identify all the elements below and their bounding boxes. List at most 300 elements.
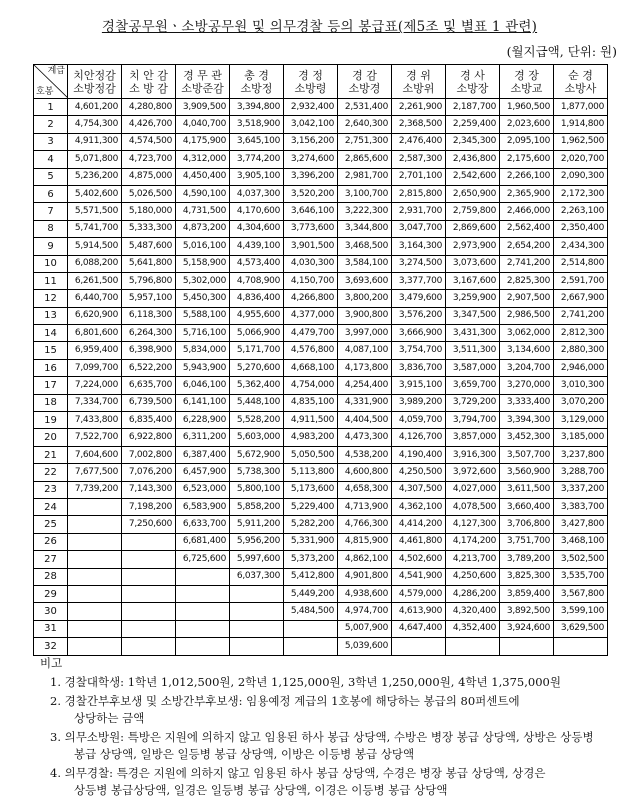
table-corner-cell	[34, 65, 68, 99]
salary-cell: 6,387,400	[176, 446, 230, 463]
salary-cell: 2,591,700	[554, 272, 608, 289]
salary-cell: 4,668,100	[284, 359, 338, 376]
salary-cell: 4,647,400	[392, 620, 446, 637]
salary-cell: 4,150,700	[284, 272, 338, 289]
salary-cell	[230, 585, 284, 602]
step-number-cell: 3	[34, 133, 68, 150]
salary-cell	[176, 568, 230, 585]
step-number-cell: 9	[34, 238, 68, 255]
table-row	[34, 342, 608, 359]
salary-cell: 3,989,200	[392, 394, 446, 411]
table-row	[34, 290, 608, 307]
step-number-cell: 15	[34, 342, 68, 359]
salary-cell	[122, 620, 176, 637]
salary-cell: 4,613,900	[392, 603, 446, 620]
salary-cell: 3,560,900	[500, 464, 554, 481]
salary-cell: 3,576,200	[392, 307, 446, 324]
salary-cell: 3,599,100	[554, 603, 608, 620]
salary-cell: 2,365,900	[500, 185, 554, 202]
salary-cell: 5,050,500	[284, 446, 338, 463]
salary-cell: 2,261,900	[392, 99, 446, 116]
salary-cell: 5,331,900	[284, 533, 338, 550]
salary-cell: 4,362,100	[392, 498, 446, 515]
table-row	[34, 585, 608, 602]
salary-cell: 4,901,800	[338, 568, 392, 585]
salary-cell: 3,645,100	[230, 133, 284, 150]
salary-cell: 5,412,800	[284, 568, 338, 585]
salary-cell: 3,773,600	[284, 220, 338, 237]
step-number-cell: 32	[34, 638, 68, 655]
salary-cell	[230, 638, 284, 655]
salary-cell: 3,452,300	[500, 429, 554, 446]
table-row	[34, 220, 608, 237]
salary-cell: 3,288,700	[554, 464, 608, 481]
step-number-cell: 13	[34, 307, 68, 324]
salary-cell: 4,590,100	[176, 185, 230, 202]
salary-cell: 7,433,800	[68, 412, 122, 429]
column-header	[122, 65, 176, 99]
step-number-cell: 4	[34, 151, 68, 168]
salary-cell: 4,414,200	[392, 516, 446, 533]
salary-cell: 4,127,300	[446, 516, 500, 533]
police-rank-label: 경 무 관	[183, 68, 222, 82]
salary-cell: 3,185,000	[554, 429, 608, 446]
step-number-cell: 26	[34, 533, 68, 550]
salary-cell: 2,812,300	[554, 325, 608, 342]
salary-cell: 4,766,300	[338, 516, 392, 533]
remark-item	[50, 674, 620, 691]
salary-cell: 4,708,900	[230, 272, 284, 289]
salary-cell: 3,070,200	[554, 394, 608, 411]
salary-cell: 2,350,400	[554, 220, 608, 237]
salary-cell: 3,587,000	[446, 359, 500, 376]
table-row	[34, 307, 608, 324]
table-row	[34, 620, 608, 637]
salary-cell: 3,693,600	[338, 272, 392, 289]
fire-rank-label: 소방령	[294, 81, 327, 95]
step-number-cell: 17	[34, 377, 68, 394]
salary-cell	[68, 585, 122, 602]
salary-cell: 2,020,700	[554, 151, 608, 168]
salary-cell	[176, 638, 230, 655]
column-header	[446, 65, 500, 99]
table-row	[34, 238, 608, 255]
salary-cell: 2,741,200	[554, 307, 608, 324]
salary-cell: 3,535,700	[554, 568, 608, 585]
table-row	[34, 498, 608, 515]
salary-cell: 2,090,300	[554, 168, 608, 185]
police-rank-label: 경 감	[352, 68, 377, 82]
fire-rank-label: 소방교	[510, 81, 543, 95]
salary-cell	[230, 603, 284, 620]
salary-cell: 3,666,900	[392, 325, 446, 342]
salary-cell: 4,087,100	[338, 342, 392, 359]
salary-cell: 1,914,800	[554, 116, 608, 133]
table-row	[34, 272, 608, 289]
salary-cell: 2,973,900	[446, 238, 500, 255]
step-number-cell: 23	[34, 481, 68, 498]
salary-cell: 3,972,600	[446, 464, 500, 481]
salary-cell: 4,078,500	[446, 498, 500, 515]
salary-cell: 3,259,900	[446, 290, 500, 307]
table-row	[34, 464, 608, 481]
salary-cell: 3,394,800	[230, 99, 284, 116]
salary-cell: 3,774,200	[230, 151, 284, 168]
step-number-cell: 7	[34, 203, 68, 220]
table-row	[34, 133, 608, 150]
salary-cell: 2,266,100	[500, 168, 554, 185]
police-rank-label: 치 안 감	[129, 68, 168, 82]
salary-cell	[284, 638, 338, 655]
salary-cell: 4,190,400	[392, 446, 446, 463]
salary-cell: 6,522,200	[122, 359, 176, 376]
table-row	[34, 151, 608, 168]
salary-cell: 7,739,200	[68, 481, 122, 498]
salary-cell: 3,394,300	[500, 412, 554, 429]
salary-cell: 2,436,800	[446, 151, 500, 168]
police-rank-label: 경 장	[514, 68, 539, 82]
salary-cell: 6,959,400	[68, 342, 122, 359]
remark-continuation: 상당하는 금액	[74, 711, 145, 725]
salary-cell: 3,204,700	[500, 359, 554, 376]
table-row	[34, 516, 608, 533]
salary-cell: 5,007,900	[338, 620, 392, 637]
salary-cell: 4,170,600	[230, 203, 284, 220]
salary-cell	[176, 585, 230, 602]
salary-cell: 7,522,700	[68, 429, 122, 446]
salary-cell: 3,794,700	[446, 412, 500, 429]
table-row	[34, 203, 608, 220]
salary-cell: 7,677,500	[68, 464, 122, 481]
salary-cell: 2,587,300	[392, 151, 446, 168]
salary-cell: 7,198,200	[122, 498, 176, 515]
salary-cell: 5,450,300	[176, 290, 230, 307]
salary-cell: 2,907,500	[500, 290, 554, 307]
salary-cell	[122, 638, 176, 655]
salary-cell: 4,815,900	[338, 533, 392, 550]
step-number-cell: 8	[34, 220, 68, 237]
salary-cell: 5,911,200	[230, 516, 284, 533]
salary-cell: 3,167,600	[446, 272, 500, 289]
salary-cell: 4,731,500	[176, 203, 230, 220]
salary-cell: 4,250,600	[446, 568, 500, 585]
salary-cell: 2,869,600	[446, 220, 500, 237]
fire-rank-label: 소방사	[564, 81, 597, 95]
salary-cell: 6,633,700	[176, 516, 230, 533]
salary-cell: 4,312,000	[176, 151, 230, 168]
salary-cell	[122, 533, 176, 550]
salary-cell: 2,751,300	[338, 133, 392, 150]
fire-rank-label: 소방위	[402, 81, 435, 95]
salary-cell: 4,331,900	[338, 394, 392, 411]
salary-cell: 3,337,200	[554, 481, 608, 498]
salary-cell: 4,286,200	[446, 585, 500, 602]
column-header	[338, 65, 392, 99]
salary-cell: 7,076,200	[122, 464, 176, 481]
salary-cell	[68, 568, 122, 585]
salary-cell: 2,259,400	[446, 116, 500, 133]
salary-cell: 4,658,300	[338, 481, 392, 498]
step-number-cell: 12	[34, 290, 68, 307]
salary-cell	[122, 551, 176, 568]
salary-cell: 3,729,200	[446, 394, 500, 411]
salary-cell: 4,461,800	[392, 533, 446, 550]
salary-cell: 7,099,700	[68, 359, 122, 376]
salary-cell: 4,254,400	[338, 377, 392, 394]
salary-cell: 3,915,100	[392, 377, 446, 394]
salary-cell: 4,576,800	[284, 342, 338, 359]
step-number-cell: 14	[34, 325, 68, 342]
salary-cell: 4,875,000	[122, 168, 176, 185]
salary-cell: 3,800,200	[338, 290, 392, 307]
fire-rank-label: 소방정	[240, 81, 273, 95]
salary-cell: 3,706,800	[500, 516, 554, 533]
salary-cell: 4,059,700	[392, 412, 446, 429]
salary-cell: 3,629,500	[554, 620, 608, 637]
salary-cell: 6,922,800	[122, 429, 176, 446]
document-title: 경찰공무원ㆍ소방공무원 및 의무경찰 등의 봉급표(제5조 및 별표 1 관련)	[101, 19, 538, 35]
salary-cell: 3,347,500	[446, 307, 500, 324]
salary-cell: 4,175,900	[176, 133, 230, 150]
salary-cell	[122, 568, 176, 585]
salary-cell	[176, 620, 230, 637]
salary-cell: 5,066,900	[230, 325, 284, 342]
step-number-cell: 19	[34, 412, 68, 429]
salary-cell: 5,588,100	[176, 307, 230, 324]
salary-cell: 3,611,500	[500, 481, 554, 498]
column-header	[284, 65, 338, 99]
salary-cell: 4,938,600	[338, 585, 392, 602]
step-number-cell: 10	[34, 255, 68, 272]
salary-cell: 2,434,300	[554, 238, 608, 255]
salary-cell: 2,187,700	[446, 99, 500, 116]
salary-cell: 2,640,300	[338, 116, 392, 133]
salary-cell: 4,573,400	[230, 255, 284, 272]
salary-cell: 7,143,300	[122, 481, 176, 498]
salary-cell: 4,835,100	[284, 394, 338, 411]
salary-cell: 6,141,100	[176, 394, 230, 411]
salary-cell	[68, 620, 122, 637]
salary-cell: 7,334,700	[68, 394, 122, 411]
salary-cell: 6,261,500	[68, 272, 122, 289]
salary-cell: 3,222,300	[338, 203, 392, 220]
salary-cell: 3,916,300	[446, 446, 500, 463]
salary-cell	[68, 603, 122, 620]
salary-cell: 5,672,900	[230, 446, 284, 463]
table-row	[34, 99, 608, 116]
salary-cell: 5,484,500	[284, 603, 338, 620]
salary-cell: 5,173,600	[284, 481, 338, 498]
salary-cell: 1,960,500	[500, 99, 554, 116]
step-number-cell: 6	[34, 185, 68, 202]
remark-continuation: 봉급 상당액, 일방은 일등병 봉급 상당액, 이방은 이등병 봉급 상당액	[74, 747, 415, 761]
police-rank-label: 순 경	[568, 68, 593, 82]
salary-cell: 5,641,800	[122, 255, 176, 272]
remark-text: 1. 경찰대학생: 1학년 1,012,500원, 2학년 1,125,000원, 3학년 1,250,000원, 4학년 1,375,000원	[50, 675, 561, 689]
table-row	[34, 603, 608, 620]
salary-cell: 4,955,600	[230, 307, 284, 324]
salary-cell: 5,402,600	[68, 185, 122, 202]
step-number-cell: 22	[34, 464, 68, 481]
salary-cell: 2,865,600	[338, 151, 392, 168]
table-row	[34, 568, 608, 585]
salary-cell: 4,862,100	[338, 551, 392, 568]
salary-cell: 3,274,600	[284, 151, 338, 168]
salary-cell: 2,514,800	[554, 255, 608, 272]
salary-cell: 3,518,900	[230, 116, 284, 133]
corner-grade-label: 계급	[47, 66, 65, 76]
salary-cell: 5,362,400	[230, 377, 284, 394]
salary-cell: 6,635,700	[122, 377, 176, 394]
salary-cell: 3,507,700	[500, 446, 554, 463]
salary-cell: 6,398,900	[122, 342, 176, 359]
step-number-cell: 11	[34, 272, 68, 289]
column-header	[500, 65, 554, 99]
table-header-row	[34, 65, 608, 99]
salary-cell: 5,997,600	[230, 551, 284, 568]
salary-cell: 4,040,700	[176, 116, 230, 133]
column-header	[68, 65, 122, 99]
remark-text: 2. 경찰간부후보생 및 소방간부후보생: 임용예정 계급의 1호봉에 해당하는 봉급의 80퍼센트에	[50, 694, 520, 708]
salary-cell: 5,373,200	[284, 551, 338, 568]
salary-cell: 7,604,600	[68, 446, 122, 463]
salary-cell: 5,858,200	[230, 498, 284, 515]
salary-cell: 2,466,000	[500, 203, 554, 220]
salary-cell: 4,027,000	[446, 481, 500, 498]
salary-cell	[68, 533, 122, 550]
police-rank-label: 경 위	[406, 68, 431, 82]
salary-cell: 4,983,200	[284, 429, 338, 446]
salary-cell: 2,986,500	[500, 307, 554, 324]
salary-cell: 4,541,900	[392, 568, 446, 585]
salary-cell: 3,836,700	[392, 359, 446, 376]
salary-cell: 3,042,100	[284, 116, 338, 133]
salary-cell: 4,579,000	[392, 585, 446, 602]
salary-cell: 5,449,200	[284, 585, 338, 602]
table-row	[34, 551, 608, 568]
salary-cell: 3,333,400	[500, 394, 554, 411]
salary-cell: 2,542,600	[446, 168, 500, 185]
salary-cell: 2,562,400	[500, 220, 554, 237]
salary-cell: 5,270,600	[230, 359, 284, 376]
salary-cell: 4,439,100	[230, 238, 284, 255]
step-number-cell: 31	[34, 620, 68, 637]
table-row	[34, 638, 608, 655]
salary-cell: 3,901,500	[284, 238, 338, 255]
remarks-section	[40, 655, 620, 801]
salary-cell: 4,479,700	[284, 325, 338, 342]
salary-cell: 4,250,500	[392, 464, 446, 481]
salary-cell: 3,567,800	[554, 585, 608, 602]
step-number-cell: 27	[34, 551, 68, 568]
remark-continuation: 상등병 봉급상당액, 일경은 일등병 봉급 상당액, 이경은 이등병 봉급 상당액	[74, 783, 448, 797]
salary-cell: 5,796,800	[122, 272, 176, 289]
salary-cell: 4,037,300	[230, 185, 284, 202]
salary-cell: 3,431,300	[446, 325, 500, 342]
salary-cell: 2,650,900	[446, 185, 500, 202]
remark-text: 3. 의무소방원: 특방은 지원에 의하지 않고 임용된 하사 봉급 상당액, 수방은 병장 봉급 상당액, 상방은 상등병	[50, 730, 594, 744]
salary-cell: 4,173,800	[338, 359, 392, 376]
salary-cell: 3,502,500	[554, 551, 608, 568]
salary-cell: 4,030,300	[284, 255, 338, 272]
salary-cell: 6,583,900	[176, 498, 230, 515]
salary-cell	[122, 603, 176, 620]
salary-cell: 3,129,000	[554, 412, 608, 429]
table-row	[34, 394, 608, 411]
salary-cell: 4,280,800	[122, 99, 176, 116]
salary-cell: 5,282,200	[284, 516, 338, 533]
salary-cell: 5,039,600	[338, 638, 392, 655]
salary-cell: 3,047,700	[392, 220, 446, 237]
salary-cell: 2,531,400	[338, 99, 392, 116]
salary-cell: 5,448,100	[230, 394, 284, 411]
salary-cell: 5,158,900	[176, 255, 230, 272]
salary-cell: 3,164,300	[392, 238, 446, 255]
salary-cell	[176, 603, 230, 620]
salary-cell: 3,789,200	[500, 551, 554, 568]
salary-cell: 2,759,800	[446, 203, 500, 220]
salary-cell: 4,911,500	[284, 412, 338, 429]
salary-cell: 2,931,700	[392, 203, 446, 220]
column-header	[554, 65, 608, 99]
salary-cell: 3,511,300	[446, 342, 500, 359]
step-number-cell: 28	[34, 568, 68, 585]
table-row	[34, 412, 608, 429]
salary-cell: 5,834,000	[176, 342, 230, 359]
salary-cell: 4,754,300	[68, 116, 122, 133]
remark-text: 4. 의무경찰: 특경은 지원에 의하지 않고 임용된 하사 봉급 상당액, 수경은 병장 봉급 상당액, 상경은	[50, 766, 546, 780]
salary-cell: 2,932,400	[284, 99, 338, 116]
salary-cell	[122, 585, 176, 602]
salary-cell: 3,237,800	[554, 446, 608, 463]
salary-cell: 3,100,700	[338, 185, 392, 202]
table-row	[34, 429, 608, 446]
salary-cell: 3,659,700	[446, 377, 500, 394]
salary-cell: 4,213,700	[446, 551, 500, 568]
salary-cell: 4,836,400	[230, 290, 284, 307]
salary-cell: 2,095,100	[500, 133, 554, 150]
salary-cell: 4,873,200	[176, 220, 230, 237]
salary-cell: 5,333,300	[122, 220, 176, 237]
salary-cell: 6,440,700	[68, 290, 122, 307]
salary-cell: 2,345,300	[446, 133, 500, 150]
salary-cell: 5,236,200	[68, 168, 122, 185]
salary-cell: 3,584,100	[338, 255, 392, 272]
salary-cell: 3,754,700	[392, 342, 446, 359]
salary-cell: 2,175,600	[500, 151, 554, 168]
fire-rank-label: 소방준감	[181, 81, 224, 95]
salary-table	[33, 64, 608, 656]
salary-cell: 4,600,800	[338, 464, 392, 481]
salary-cell: 4,601,200	[68, 99, 122, 116]
remark-item	[50, 729, 620, 763]
step-number-cell: 2	[34, 116, 68, 133]
salary-cell: 7,250,600	[122, 516, 176, 533]
salary-cell: 5,302,000	[176, 272, 230, 289]
salary-cell: 2,476,400	[392, 133, 446, 150]
salary-cell: 5,914,500	[68, 238, 122, 255]
salary-cell: 4,574,500	[122, 133, 176, 150]
salary-cell: 5,171,700	[230, 342, 284, 359]
salary-cell: 5,571,500	[68, 203, 122, 220]
step-number-cell: 5	[34, 168, 68, 185]
salary-cell: 5,229,400	[284, 498, 338, 515]
salary-cell: 3,924,600	[500, 620, 554, 637]
salary-cell: 4,320,400	[446, 603, 500, 620]
salary-cell	[500, 638, 554, 655]
table-row	[34, 481, 608, 498]
salary-cell	[68, 638, 122, 655]
